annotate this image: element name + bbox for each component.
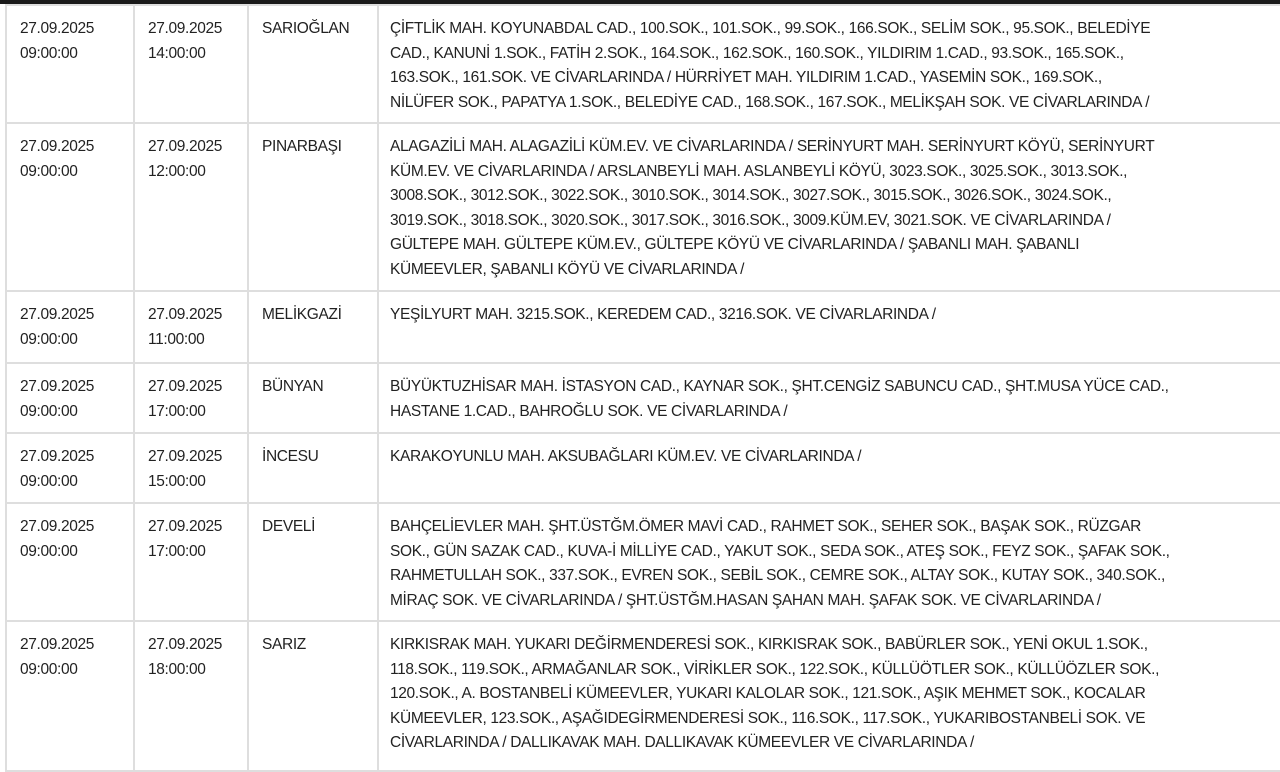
district-cell <box>248 621 378 771</box>
address-cell <box>378 503 1280 621</box>
start-cell <box>6 503 134 621</box>
table-row <box>6 123 1280 291</box>
start-time: 09:00:00 <box>20 44 78 62</box>
end-cell <box>134 503 248 621</box>
outage-table <box>5 4 1280 772</box>
start-cell <box>6 363 134 433</box>
start-date: 27.09.2025 <box>20 518 95 535</box>
start-time: 09:00:00 <box>20 542 78 560</box>
address-cell <box>378 5 1280 123</box>
end-time: 15:00:00 <box>148 472 206 490</box>
district: İNCESU <box>262 448 319 465</box>
start-time: 09:00:00 <box>20 660 78 678</box>
district-cell <box>248 291 378 363</box>
end-cell <box>134 291 248 363</box>
table-row <box>6 5 1280 123</box>
end-cell <box>134 5 248 123</box>
affected-addresses: KIRKISRAK MAH. YUKARI DEĞİRMENDERESİ SOK., KIRKISRAK SOK., BABÜRLER SOK., YENİ OKUL 1.SOK., 118.SOK., 119.SOK., ARMAĞANLAR SOK., VİRİKLER SOK., 122.SOK., KÜLLÜÖTLER SOK., KÜLLÜÖZLER SOK., 120.SOK., A. BOSTANBELİ KÜMEEVLER, YUKARI KALOLAR SOK., 121.SOK., AŞIK MEHMET SOK., KOCALAR KÜMEEVLER, 123.SOK., AŞAĞIDEGİRMENDERESİ SOK., 116.SOK., 117.SOK., YUKARIBOSTANBELİ SOK. VE CİVARLARINDA / DALLIKAVAK MAH. DALLIKAVAK KÜMEEVLER VE CİVARLARINDA / <box>390 636 1160 751</box>
district: BÜNYAN <box>262 378 324 395</box>
affected-addresses: ÇİFTLİK MAH. KOYUNABDAL CAD., 100.SOK., 101.SOK., 99.SOK., 166.SOK., SELİM SOK., 95.SOK., BELEDİYE CAD., KANUNİ 1.SOK., FATİH 2.SOK., 164.SOK., 162.SOK., 160.SOK., YILDIRIM 1.CAD., 93.SOK., 165.SOK., 163.SOK., 161.SOK. VE CİVARLARINDA / HÜRRİYET MAH. YILDIRIM 1.CAD., YASEMİN SOK., 169.SOK., NİLÜFER SOK., PAPATYA 1.SOK., BELEDİYE CAD., 168.SOK., 167.SOK., MELİKŞAH SOK. VE CİVARLARINDA / <box>390 20 1151 111</box>
district-cell <box>248 363 378 433</box>
table-row <box>6 433 1280 503</box>
end-date: 27.09.2025 <box>148 306 223 323</box>
end-time: 11:00:00 <box>148 330 205 348</box>
end-cell <box>134 621 248 771</box>
start-cell <box>6 433 134 503</box>
address-cell <box>378 621 1280 771</box>
start-cell <box>6 5 134 123</box>
start-cell <box>6 123 134 291</box>
address-cell <box>378 433 1280 503</box>
affected-addresses: BÜYÜKTUZHİSAR MAH. İSTASYON CAD., KAYNAR SOK., ŞHT.CENGİZ SABUNCU CAD., ŞHT.MUSA YÜCE CAD., HASTANE 1.CAD., BAHROĞLU SOK. VE CİVARLARINDA / <box>390 378 1169 420</box>
district-cell <box>248 433 378 503</box>
end-time: 18:00:00 <box>148 660 206 678</box>
end-date: 27.09.2025 <box>148 518 223 535</box>
end-time: 17:00:00 <box>148 542 206 560</box>
table-row <box>6 363 1280 433</box>
end-date: 27.09.2025 <box>148 636 223 653</box>
district: MELİKGAZİ <box>262 306 342 323</box>
end-date: 27.09.2025 <box>148 448 223 465</box>
district-cell <box>248 5 378 123</box>
district: SARIOĞLAN <box>262 20 350 37</box>
end-time: 12:00:00 <box>148 162 206 180</box>
start-time: 09:00:00 <box>20 402 78 420</box>
end-time: 14:00:00 <box>148 44 206 62</box>
end-date: 27.09.2025 <box>148 20 223 37</box>
table-row <box>6 503 1280 621</box>
district-cell <box>248 503 378 621</box>
start-time: 09:00:00 <box>20 162 78 180</box>
start-date: 27.09.2025 <box>20 138 95 155</box>
end-date: 27.09.2025 <box>148 378 223 395</box>
district-cell <box>248 123 378 291</box>
start-cell <box>6 621 134 771</box>
district: PINARBAŞI <box>262 138 342 155</box>
address-cell <box>378 123 1280 291</box>
affected-addresses: KARAKOYUNLU MAH. AKSUBAĞLARI KÜM.EV. VE CİVARLARINDA / <box>390 448 862 465</box>
end-date: 27.09.2025 <box>148 138 223 155</box>
address-cell <box>378 363 1280 433</box>
affected-addresses: ALAGAZİLİ MAH. ALAGAZİLİ KÜM.EV. VE CİVARLARINDA / SERİNYURT MAH. SERİNYURT KÖYÜ, SERİNYURT KÜM.EV. VE CİVARLARINDA / ARSLANBEYLİ MAH. ASLANBEYLİ KÖYÜ, 3023.SOK., 3025.SOK., 3013.SOK., 3008.SOK., 3012.SOK., 3022.SOK., 3010.SOK., 3014.SOK., 3027.SOK., 3015.SOK., 3026.SOK., 3024.SOK., 3019.SOK., 3018.SOK., 3020.SOK., 3017.SOK., 3016.SOK., 3009.KÜM.EV, 3021.SOK. VE CİVARLARINDA / GÜLTEPE MAH. GÜLTEPE KÜM.EV., GÜLTEPE KÖYÜ VE CİVARLARINDA / ŞABANLI MAH. ŞABANLI KÜMEEVLER, ŞABANLI KÖYÜ VE CİVARLARINDA / <box>390 138 1155 278</box>
start-date: 27.09.2025 <box>20 636 95 653</box>
district: DEVELİ <box>262 518 316 535</box>
end-cell <box>134 433 248 503</box>
table-row <box>6 621 1280 771</box>
start-date: 27.09.2025 <box>20 448 95 465</box>
address-cell <box>378 291 1280 363</box>
start-date: 27.09.2025 <box>20 378 95 395</box>
table-row <box>6 291 1280 363</box>
start-date: 27.09.2025 <box>20 306 95 323</box>
start-time: 09:00:00 <box>20 330 78 348</box>
affected-addresses: BAHÇELİEVLER MAH. ŞHT.ÜSTĞM.ÖMER MAVİ CAD., RAHMET SOK., SEHER SOK., BAŞAK SOK., RÜZGAR SOK., GÜN SAZAK CAD., KUVA-İ MİLLİYE CAD., YAKUT SOK., SEDA SOK., ATEŞ SOK., FEYZ SOK., ŞAFAK SOK., RAHMETULLAH SOK., 337.SOK., EVREN SOK., SEBİL SOK., CEMRE SOK., ALTAY SOK., KUTAY SOK., 340.SOK., MİRAÇ SOK. VE CİVARLARINDA / ŞHT.ÜSTĞM.HASAN ŞAHAN MAH. ŞAFAK SOK. VE CİVARLARINDA / <box>390 518 1170 609</box>
end-time: 17:00:00 <box>148 402 206 420</box>
end-cell <box>134 363 248 433</box>
end-cell <box>134 123 248 291</box>
district: SARIZ <box>262 636 306 653</box>
start-time: 09:00:00 <box>20 472 78 490</box>
start-date: 27.09.2025 <box>20 20 95 37</box>
affected-addresses: YEŞİLYURT MAH. 3215.SOK., KEREDEM CAD., 3216.SOK. VE CİVARLARINDA / <box>390 306 936 323</box>
start-cell <box>6 291 134 363</box>
